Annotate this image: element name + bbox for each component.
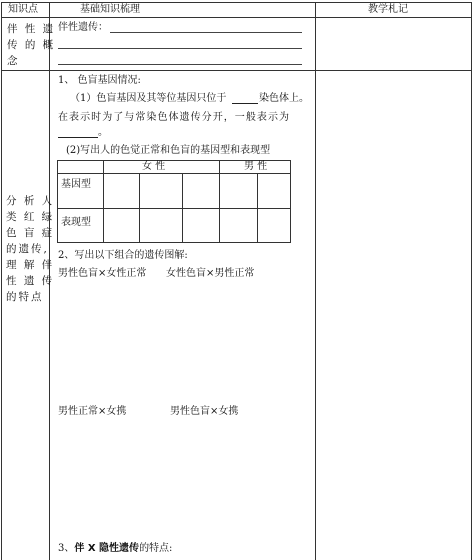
- item2-title: 2、写出以下组合的遗传图解:: [58, 250, 188, 261]
- sex-linked-definition-prompt: 伴性遗传：: [58, 22, 108, 33]
- item3-title: [58, 543, 172, 555]
- column-divider-2: [315, 2, 316, 560]
- gt-row-divider-2: [57, 208, 291, 209]
- gt-col-divider-sex: [219, 160, 220, 243]
- gt-border-bottom: [57, 242, 291, 243]
- item1-line1-text: （1）色盲基因及其等位基因只位于: [70, 93, 227, 104]
- gt-row-divider-1: [57, 173, 291, 174]
- blank-notation: [58, 137, 98, 138]
- gt-col-divider-m1: [257, 173, 258, 243]
- section2-side-label-4: 的遗传,: [6, 243, 49, 255]
- gt-col-divider-f1: [139, 173, 140, 243]
- section-divider: [1, 70, 472, 71]
- section2-side-label-1: 分 析 人: [6, 195, 55, 207]
- section2-side-label-2: 类 红 绿: [6, 211, 55, 223]
- item3-bold-term: 伴 X 隐性遗传: [74, 543, 140, 554]
- gt-col-divider-f2: [182, 173, 183, 243]
- header-teaching-notes: 教学札记: [368, 4, 408, 15]
- section1-side-label-2: 传 的 概: [7, 39, 56, 51]
- item1-line2-text: 在表示时为了与常染色体遗传分开，一般表示为: [58, 112, 291, 123]
- item3-prefix: 3、: [58, 543, 75, 554]
- blank-chromosome: [232, 103, 258, 104]
- gt-male-header: 男 性: [244, 161, 268, 172]
- gt-female-header: 女 性: [142, 161, 166, 172]
- answer-line-2: [58, 48, 302, 49]
- section2-side-label-3: 色 盲 症: [6, 227, 55, 239]
- answer-line-1: [110, 32, 302, 33]
- header-knowledge-point: 知识点: [8, 4, 38, 15]
- table-border-right: [471, 2, 472, 560]
- gt-col-divider-label: [103, 160, 104, 243]
- gt-row-genotype: 基因型: [61, 179, 91, 190]
- section2-side-label-6: 性 遗 传: [6, 275, 55, 287]
- cross-female-colorblind-male-normal: 女性色盲×男性正常: [166, 268, 255, 279]
- table-border-left: [1, 2, 2, 560]
- header-row-divider: [1, 17, 472, 18]
- section2-side-label-7: 的特点: [6, 291, 44, 303]
- section1-side-label-1: 伴 性 遗: [7, 23, 56, 35]
- item1-line3-end: 。: [98, 127, 108, 138]
- item1-title: 1、 色盲基因情况:: [58, 75, 141, 86]
- gt-row-phenotype: 表现型: [61, 217, 91, 228]
- table-border-top: [1, 2, 472, 3]
- item3-suffix: 的特点:: [139, 543, 173, 554]
- genotype-phenotype-table: [57, 160, 291, 243]
- cross-male-normal-female-carrier: 男性正常×女携: [58, 406, 127, 417]
- gt-border-right: [290, 160, 291, 243]
- item1-line1-end: 染色体上。: [259, 93, 309, 104]
- header-knowledge-review: 基础知识梳理: [80, 4, 140, 15]
- section2-side-label-5: 理 解 伴: [6, 259, 55, 271]
- cross-male-colorblind-female-normal: 男性色盲×女性正常: [58, 268, 147, 279]
- gt-border-left: [57, 160, 58, 243]
- section1-side-label-3: 念: [7, 55, 20, 67]
- answer-line-3: [58, 64, 302, 65]
- item1-sub2-text: (2)写出人的色觉正常和色盲的基因型和表现型: [66, 145, 271, 156]
- cross-male-colorblind-female-carrier: 男性色盲×女携: [170, 406, 239, 417]
